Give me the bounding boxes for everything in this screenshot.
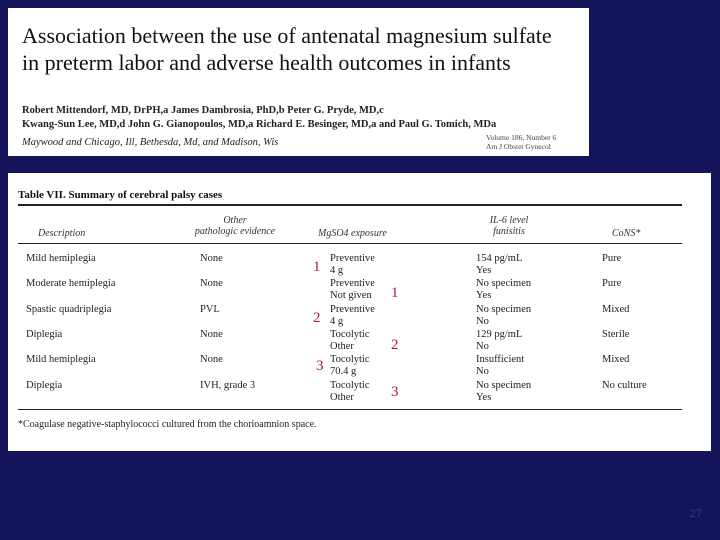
row-2-funisitis: Yes <box>476 290 492 301</box>
row-3-il6-level: No specimen <box>476 304 532 315</box>
row-2-description: Moderate hemiplegia <box>26 278 116 289</box>
marker-left-1: 1 <box>313 259 321 275</box>
table-footnote: *Coagulase negative-staphylococci cultured from the chorioamnion space. <box>18 419 317 430</box>
row-3-cons: Mixed <box>602 304 630 315</box>
header-other-top: Other <box>223 215 247 226</box>
row-3-mgso4 <box>330 304 375 328</box>
row-5-mgso4-dose: 70.4 g <box>330 366 357 377</box>
row-4-il6-level: 129 pg/mL <box>476 329 523 340</box>
article-title <box>22 22 582 76</box>
row-5-cons: Mixed <box>602 354 630 365</box>
slide-page-number: 27 <box>689 508 702 520</box>
row-5-other: None <box>200 354 223 365</box>
row-1-il6 <box>476 253 522 277</box>
row-2-mgso4-type: Preventive <box>330 278 375 289</box>
row-6-cons: No culture <box>602 380 647 391</box>
row-5-description: Mild hemiplegia <box>26 354 96 365</box>
row-5-mgso4 <box>330 354 370 378</box>
row-6-other: IVH, grade 3 <box>200 380 256 391</box>
row-6-mgso4 <box>330 380 370 404</box>
row-5-il6-level: Insufficient <box>476 354 525 365</box>
row-2-mgso4 <box>330 278 375 302</box>
article-affiliation: Maywood and Chicago, Ill, Bethesda, Md, and Madison, Wis <box>22 137 279 148</box>
header-il6-bottom: funisitis <box>493 226 525 237</box>
row-5-il6 <box>476 354 524 378</box>
row-6-il6 <box>476 380 531 404</box>
marker-right-3: 3 <box>391 384 399 400</box>
header-other-bottom: pathologic evidence <box>194 226 276 237</box>
journal-citation <box>486 133 556 151</box>
row-3-other: PVL <box>200 304 220 315</box>
row-6-description: Diplegia <box>26 380 63 391</box>
table-title: Table VII. Summary of cerebral palsy cases <box>18 189 223 201</box>
marker-right-2: 2 <box>391 337 399 353</box>
row-1-mgso4-dose: 4 g <box>330 265 344 276</box>
row-3-mgso4-dose: 4 g <box>330 316 344 327</box>
journal-name: Am J Obstet Gynecol <box>486 142 551 151</box>
row-1-other: None <box>200 253 223 264</box>
row-4-other: None <box>200 329 223 340</box>
row-3-mgso4-type: Preventive <box>330 304 375 315</box>
row-5-mgso4-type: Tocolytic <box>330 354 370 365</box>
row-2-mgso4-dose: Not given <box>330 290 372 301</box>
row-1-mgso4 <box>330 253 375 277</box>
table-header-rule <box>18 243 682 244</box>
row-6-il6-level: No specimen <box>476 380 532 391</box>
row-2-il6 <box>476 278 531 302</box>
row-2-cons: Pure <box>602 278 622 289</box>
row-4-il6 <box>476 329 522 353</box>
header-other-pathologic <box>188 215 282 237</box>
header-mgso4-exposure: MgSO4 exposure <box>318 228 387 239</box>
row-4-cons: Sterile <box>602 329 630 340</box>
table-bottom-rule <box>18 409 682 410</box>
row-1-funisitis: Yes <box>476 265 492 276</box>
row-4-mgso4-dose: Other <box>330 341 354 352</box>
row-6-funisitis: Yes <box>476 392 492 403</box>
row-4-description: Diplegia <box>26 329 63 340</box>
header-il6-top: IL-6 level <box>489 215 529 226</box>
authors-line-1: Robert Mittendorf, MD, DrPH,a James Dambrosia, PhD,b Peter G. Pryde, MD,c <box>22 105 384 116</box>
row-1-description: Mild hemiplegia <box>26 253 96 264</box>
row-3-il6 <box>476 304 531 328</box>
row-1-mgso4-type: Preventive <box>330 253 375 264</box>
table-top-rule <box>18 204 682 206</box>
article-header-panel <box>8 8 589 156</box>
row-1-cons: Pure <box>602 253 622 264</box>
article-title-line-1: Association between the use of antenatal magnesium sulfate <box>22 23 552 48</box>
row-4-funisitis: No <box>476 341 489 352</box>
header-description: Description <box>38 228 86 239</box>
row-2-other: None <box>200 278 223 289</box>
marker-right-1: 1 <box>391 285 399 301</box>
row-6-mgso4-type: Tocolytic <box>330 380 370 391</box>
authors-line-2: Kwang-Sun Lee, MD,d John G. Gianopoulos, MD,a Richard E. Besinger, MD,a and Paul G. Tomich, MDa <box>22 119 497 130</box>
marker-left-3: 3 <box>316 358 324 374</box>
table-panel <box>8 173 711 451</box>
journal-volume: Volume 186, Number 6 <box>486 133 557 142</box>
row-4-mgso4-type: Tocolytic <box>330 329 370 340</box>
row-4-mgso4 <box>330 329 370 353</box>
article-title-line-2: in preterm labor and adverse health outcomes in infants <box>22 50 511 75</box>
row-6-mgso4-dose: Other <box>330 392 354 403</box>
row-1-il6-level: 154 pg/mL <box>476 253 523 264</box>
marker-left-2: 2 <box>313 310 321 326</box>
row-2-il6-level: No specimen <box>476 278 532 289</box>
row-3-funisitis: No <box>476 316 489 327</box>
row-3-description: Spastic quadriplegia <box>26 304 112 315</box>
row-5-funisitis: No <box>476 366 489 377</box>
header-il6-funisitis <box>474 215 544 237</box>
article-authors <box>22 104 582 132</box>
header-cons: CoNS* <box>612 228 641 239</box>
